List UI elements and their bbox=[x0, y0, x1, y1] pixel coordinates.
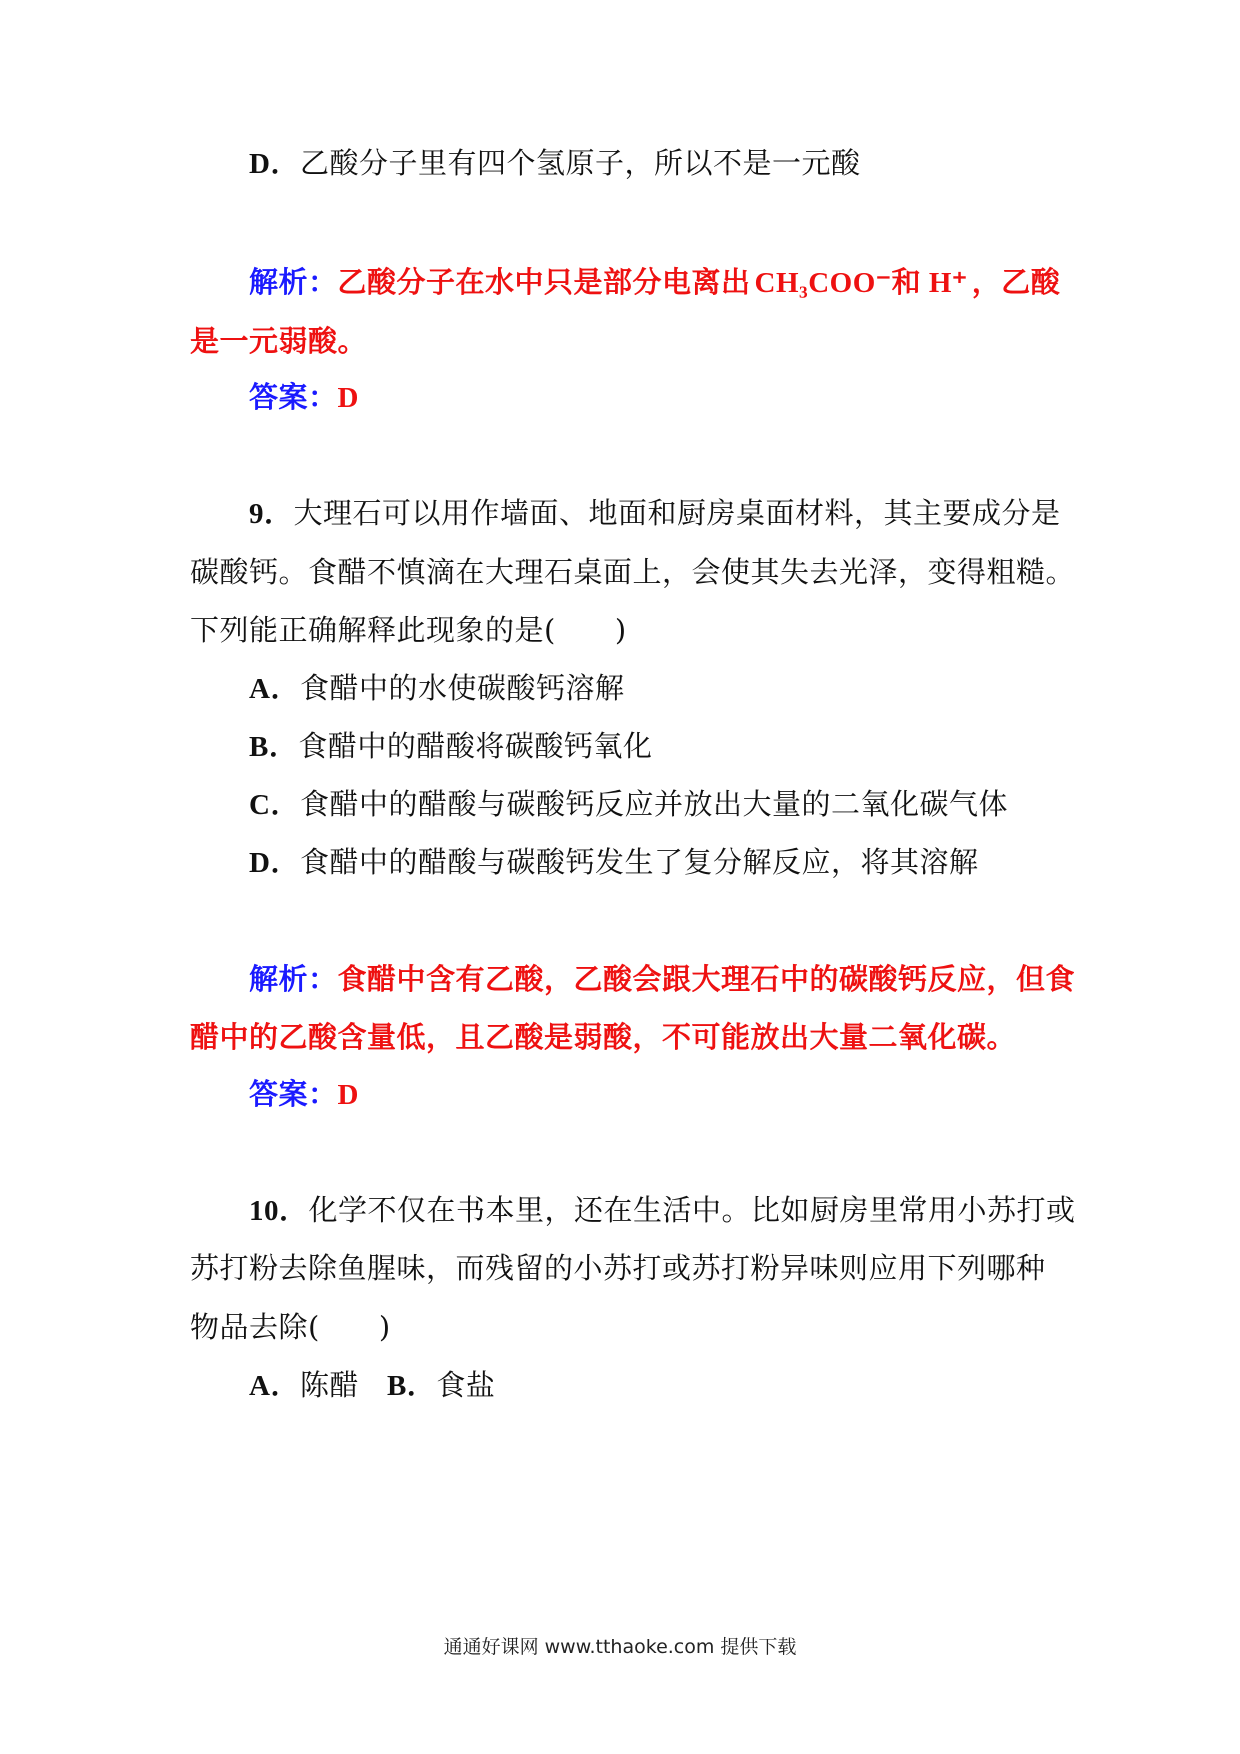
q10-options-row bbox=[249, 1365, 495, 1406]
option-letter: A． bbox=[249, 673, 300, 705]
q10-stem-line-1 bbox=[249, 1190, 1076, 1231]
option-text: 食盐 bbox=[436, 1368, 496, 1402]
analysis-text: 乙酸分子在水中只是部分电离出 bbox=[337, 265, 751, 299]
option-letter: A． bbox=[249, 1370, 300, 1402]
q10-stem-line-3 bbox=[190, 1307, 391, 1347]
option-text: 乙酸分子里有四个氢原子，所以不是一元酸 bbox=[299, 146, 861, 180]
question-text: 化学不仅在书本里，还在生活中。比如厨房里常用小苏打或 bbox=[308, 1193, 1076, 1227]
option-letter: B． bbox=[386, 1370, 437, 1402]
analysis-text: 醋中的乙酸含量低，且乙酸是弱酸，不可能放出大量二氧化碳。 bbox=[190, 1020, 1017, 1054]
q9-stem-line-1 bbox=[249, 493, 1061, 534]
question-text: 下列能正确解释此现象的是( ) bbox=[190, 613, 627, 647]
q9-analysis-line-1 bbox=[249, 959, 1075, 999]
q10-stem-line-2 bbox=[190, 1248, 1046, 1288]
option-letter: D． bbox=[249, 148, 300, 180]
option-letter: C． bbox=[249, 789, 300, 821]
q9-stem-line-3 bbox=[190, 610, 627, 650]
analysis-label: 解析： bbox=[249, 265, 338, 299]
q9-stem-line-2 bbox=[190, 552, 1075, 592]
analysis-text-end: ，乙酸 bbox=[971, 265, 1061, 299]
question-number: 9． bbox=[249, 498, 294, 530]
q9-option-c bbox=[249, 784, 1008, 825]
option-letter: B． bbox=[249, 731, 299, 763]
q9-option-d bbox=[249, 842, 978, 883]
answer-label: 答案： bbox=[249, 1077, 338, 1111]
q8-analysis-line-2 bbox=[190, 321, 367, 361]
option-text: 食醋中的醋酸与碳酸钙发生了复分解反应，将其溶解 bbox=[299, 845, 979, 879]
analysis-text: 是一元弱酸。 bbox=[190, 324, 368, 358]
question-number: 10． bbox=[249, 1195, 309, 1227]
analysis-text: 食醋中含有乙酸，乙酸会跟大理石中的碳酸钙反应，但食 bbox=[337, 962, 1076, 996]
q9-analysis-line-2 bbox=[190, 1017, 1016, 1057]
question-text: 碳酸钙。食醋不慎滴在大理石桌面上，会使其失去光泽，变得粗糙。 bbox=[190, 555, 1076, 589]
analysis-label: 解析： bbox=[249, 962, 338, 996]
option-text: 食醋中的水使碳酸钙溶解 bbox=[299, 671, 625, 705]
question-text: 大理石可以用作墙面、地面和厨房桌面材料，其主要成分是 bbox=[293, 496, 1061, 530]
question-text: 苏打粉去除鱼腥味，而残留的小苏打或苏打粉异味则应用下列哪种 bbox=[190, 1251, 1046, 1285]
q9-option-b bbox=[249, 726, 652, 767]
answer-value: D bbox=[337, 1079, 359, 1111]
question-text: 物品去除( ) bbox=[190, 1310, 391, 1344]
q8-analysis-line-1 bbox=[249, 262, 1060, 303]
chemical-formula: CH₃COO⁻和 H⁺ bbox=[754, 267, 968, 299]
q9-answer bbox=[249, 1074, 359, 1115]
page-footer: 通通好课网 www.tthaoke.com 提供下载 bbox=[443, 1636, 797, 1658]
q8-option-d bbox=[249, 143, 860, 184]
option-text: 食醋中的醋酸将碳酸钙氧化 bbox=[298, 729, 653, 763]
answer-label: 答案： bbox=[249, 380, 338, 414]
option-text: 食醋中的醋酸与碳酸钙反应并放出大量的二氧化碳气体 bbox=[299, 787, 1008, 821]
option-letter: D． bbox=[249, 847, 300, 879]
q8-answer bbox=[249, 377, 359, 418]
answer-value: D bbox=[337, 382, 359, 414]
q9-option-a bbox=[249, 668, 624, 709]
option-text: 陈醋 bbox=[299, 1368, 359, 1402]
